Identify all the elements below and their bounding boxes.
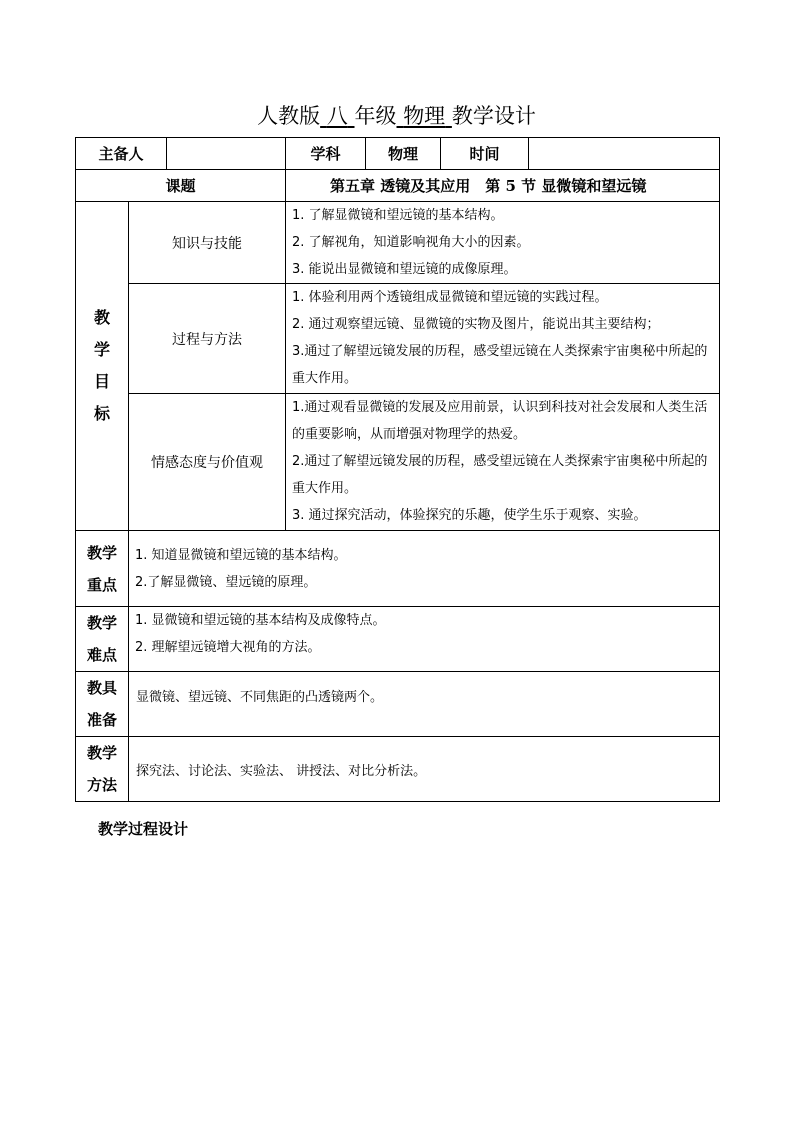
difficulty-item: 2. 理解望远镜增大视角的方法。 [135, 640, 321, 655]
objective-group-items [286, 202, 720, 284]
objective-group-name: 过程与方法 [129, 284, 286, 394]
materials-row [76, 672, 720, 737]
time-value [529, 138, 720, 170]
difficulties-items [129, 607, 720, 672]
objective-group-name: 情感态度与价值观 [129, 394, 286, 531]
objective-item: 1.通过观看显微镜的发展及应用前景，认识到科技对社会发展和人类生活的重要影响，从而增强对物理学的热爱。 [292, 400, 708, 442]
objective-group-items [286, 284, 720, 394]
objective-row-knowledge [76, 202, 720, 284]
section-heading: 教学过程设计 [98, 820, 189, 838]
difficulty-item: 1. 显微镜和望远镜的基本结构及成像特点。 [135, 613, 386, 628]
methods-label: 教学 方法 [76, 737, 129, 802]
objective-item: 3. 能说出显微镜和望远镜的成像原理。 [292, 262, 517, 277]
objective-item: 1. 了解显微镜和望远镜的基本结构。 [292, 208, 504, 223]
key-points-label: 教学 重点 [76, 531, 129, 607]
title-subject: 物理 [403, 104, 446, 128]
objective-row-process [76, 284, 720, 394]
title-grade-suffix: 年级 [354, 104, 397, 128]
lesson-plan-table [75, 137, 720, 802]
topic-value: 第五章 透镜及其应用 第 5 节 显微镜和望远镜 [286, 170, 720, 202]
objective-row-attitude [76, 394, 720, 531]
methods-row [76, 737, 720, 802]
key-point-item: 1. 知道显微镜和望远镜的基本结构。 [135, 547, 347, 563]
document-title [0, 102, 793, 130]
difficulties-row [76, 607, 720, 672]
objective-item: 2. 了解视角，知道影响视角大小的因素。 [292, 235, 530, 250]
header-row [76, 138, 720, 170]
key-point-item: 2.了解显微镜、望远镜的原理。 [135, 574, 317, 590]
key-points-row [76, 531, 720, 607]
subject-label: 学科 [286, 138, 366, 170]
preparer-label: 主备人 [76, 138, 167, 170]
key-points-items [129, 531, 720, 607]
objective-group-items [286, 394, 720, 531]
difficulties-label: 教学 难点 [76, 607, 129, 672]
materials-label: 教具 准备 [76, 672, 129, 737]
objectives-label: 教 学 目 标 [76, 202, 129, 531]
objective-item: 3.通过了解望远镜发展的历程，感受望远镜在人类探索宇宙奥秘中所起的重大作用。 [292, 344, 708, 386]
methods-text: 探究法、讨论法、实验法、 讲授法、对比分析法。 [129, 737, 720, 802]
time-label: 时间 [441, 138, 529, 170]
title-prefix: 人教版 [257, 104, 321, 128]
objective-item: 3. 通过探究活动，体验探究的乐趣，使学生乐于观察、实验。 [292, 508, 647, 523]
title-suffix: 教学设计 [451, 104, 536, 128]
preparer-value [167, 138, 286, 170]
objective-group-name: 知识与技能 [129, 202, 286, 284]
objective-item: 2.通过了解望远镜发展的历程，感受望远镜在人类探索宇宙奥秘中所起的重大作用。 [292, 454, 708, 496]
topic-label: 课题 [76, 170, 286, 202]
materials-text: 显微镜、望远镜、不同焦距的凸透镜两个。 [129, 672, 720, 737]
subject-value: 物理 [366, 138, 441, 170]
objective-item: 2. 通过观察望远镜、显微镜的实物及图片，能说出其主要结构； [292, 317, 660, 332]
objective-item: 1. 体验利用两个透镜组成显微镜和望远镜的实践过程。 [292, 290, 608, 305]
title-grade: 八 [326, 104, 348, 128]
topic-row [76, 170, 720, 202]
